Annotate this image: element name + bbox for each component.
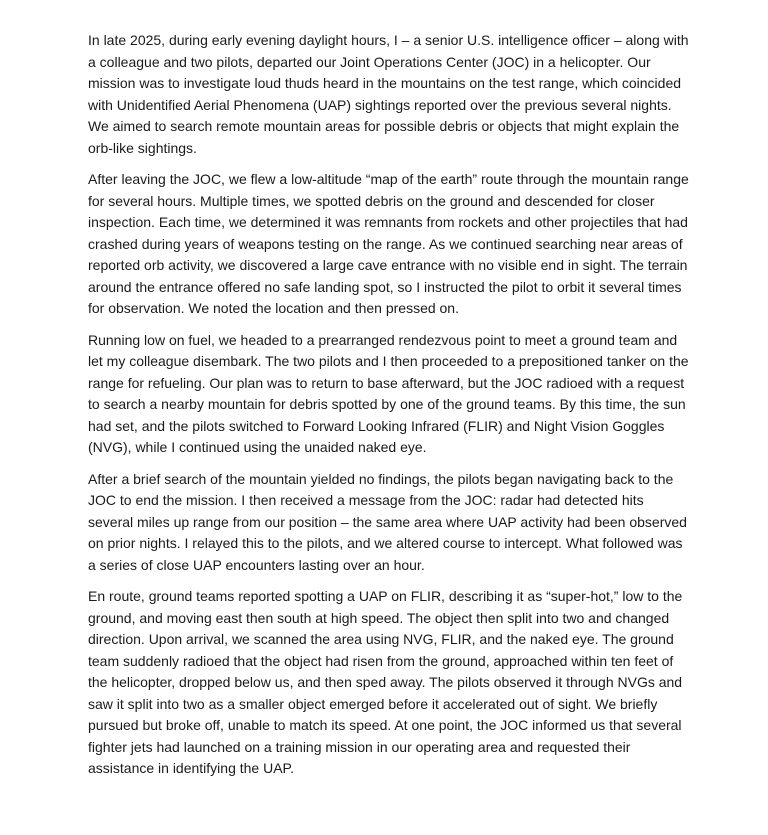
paragraph-2: After leaving the JOC, we flew a low-altitude “map of the earth” route through the mountain range for several hours. Multiple times, we spotted debris on the ground and descended for closer inspection. Each time, we determined it was remnants from rockets and other projectiles that had crashed during years of weapons testing on the range. As we continued searching near areas of reported orb activity, we discovered a large cave entrance with no visible end in sight. The terrain around the entrance offered no safe landing spot, so I instructed the pilot to orbit it several times for observation. We noted the location and then pressed on. [88,171,689,316]
document-body [88,30,692,790]
paragraph-1: In late 2025, during early evening daylight hours, I – a senior U.S. intelligence officer – along with a colleague and two pilots, departed our Joint Operations Center (JOC) in a helicopter. Our mission was to investigate loud thuds heard in the mountains on the test range, which coincided with Unidentified Aerial Phenomena (UAP) sightings reported over the previous several nights. We aimed to search remote mountain areas for possible debris or objects that might explain the orb-like sightings. [88,32,689,156]
paragraph-3: Running low on fuel, we headed to a prearranged rendezvous point to meet a ground team and let my colleague disembark. The two pilots and I then proceeded to a prepositioned tanker on the range for refueling. Our plan was to return to base afterward, but the JOC radioed with a request to search a nearby mountain for debris spotted by one of the ground teams. By this time, the sun had set, and the pilots switched to Forward Looking Infrared (FLIR) and Night Vision Goggles (NVG), while I continued using the unaided naked eye. [88,331,689,455]
paragraph-4: After a brief search of the mountain yielded no findings, the pilots began navigating back to the JOC to end the mission. I then received a message from the JOC: radar had detected hits several miles up range from our position – the same area where UAP activity had been observed on prior nights. I relayed this to the pilots, and we altered course to intercept. What followed was a series of close UAP encounters lasting over an hour. [88,470,687,573]
paragraph-5: En route, ground teams reported spotting a UAP on FLIR, describing it as “super-hot,” low to the ground, and moving east then south at high speed. The object then split into two and changed direction. Upon arrival, we scanned the area using NVG, FLIR, and the naked eye. The ground team suddenly radioed that the object had risen from the ground, approached within ten feet of the helicopter, dropped below us, and then sped away. The pilots observed it through NVGs and saw it split into two as a smaller object emerged before it accelerated out of sight. We briefly pursued but broke off, unable to match its speed. At one point, the JOC informed us that several fighter jets had launched on a training mission in our operating area and requested their assistance in identifying the UAP. [88,588,683,776]
